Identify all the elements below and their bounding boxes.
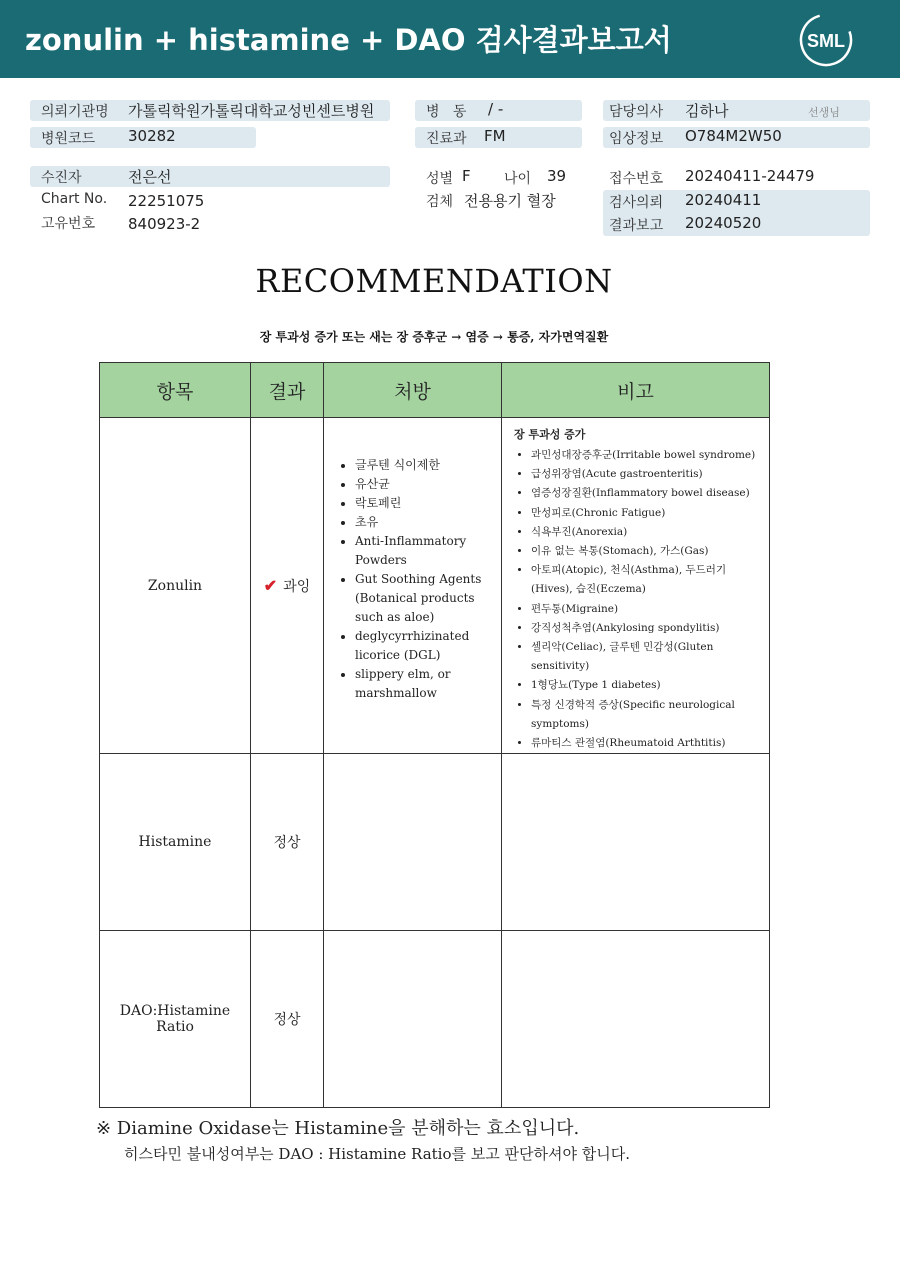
item-cell: DAO:Histamine Ratio: [100, 931, 251, 1108]
institution-label: 의뢰기관명: [41, 104, 109, 120]
clinical-info-value: O784M2W50: [685, 127, 782, 145]
recommendation-subtitle: 장 투과성 증가 또는 새는 장 증후군 → 염증 → 통증, 자가면역질환: [259, 330, 609, 344]
hospital-code-value: 30282: [128, 127, 176, 145]
prescription-cell: [324, 418, 502, 754]
note-cell: [502, 931, 770, 1108]
list-item: • slippery elm, or marshmallow: [355, 665, 497, 703]
doctor-label: 담당의사: [609, 104, 664, 120]
footer-note-2: 히스타민 불내성여부는 DAO : Histamine Ratio를 보고 판단하셔야 합니다.: [124, 1145, 630, 1163]
ward-value: / -: [488, 100, 504, 118]
header-result: 결과: [251, 363, 324, 418]
list-item: • 특정 신경학적 증상(Specific neurological symptoms): [531, 696, 763, 734]
doctor-value: 김하나: [685, 102, 729, 120]
list-item: • 염증성장질환(Inflammatory bowel disease): [531, 484, 763, 503]
report-date-label: 결과보고: [609, 218, 664, 234]
list-item: • 1형당뇨(Type 1 diabetes): [531, 676, 763, 695]
table-row: [100, 418, 770, 754]
result-cell: 정상: [251, 754, 324, 931]
item-cell: Histamine: [100, 754, 251, 931]
age-label: 나이: [504, 171, 532, 187]
list-item: • 급성위장염(Acute gastroenteritis): [531, 465, 763, 484]
item-cell: Zonulin: [100, 418, 251, 754]
specimen-label: 검체: [426, 194, 454, 210]
note-heading: 장 투과성 증가: [514, 428, 586, 441]
unique-no-value: 840923-2: [128, 215, 201, 233]
department-label: 진료과: [426, 131, 467, 147]
list-item: • 락토페린: [355, 494, 497, 513]
clinical-info-label: 임상정보: [609, 131, 664, 147]
age-value: 39: [547, 167, 567, 185]
table-header-row: [100, 363, 770, 418]
table-row: [100, 754, 770, 931]
result-cell: 정상: [251, 931, 324, 1108]
note-cell: [502, 418, 770, 754]
examinee-label: 수진자: [41, 170, 82, 186]
report-title: zonulin + histamine + DAO 검사결과보고서: [25, 23, 672, 57]
list-item: • 유산균: [355, 475, 497, 494]
header-item: 항목: [100, 363, 251, 418]
list-item: • 초유: [355, 513, 497, 532]
list-item: • 류마티스 관절염(Rheumatoid Arthtitis): [531, 734, 763, 753]
institution-value: 가톨릭학원가톨릭대학교성빈센트병원: [128, 102, 375, 120]
recommendation-table: [99, 362, 770, 1108]
band: [30, 166, 390, 187]
recommendation-title: RECOMMENDATION: [255, 262, 613, 300]
request-date-value: 20240411: [685, 191, 762, 209]
sex-value: F: [462, 167, 471, 185]
list-item: • 이유 없는 복통(Stomach), 가스(Gas): [531, 542, 763, 561]
logo-text: SML: [807, 31, 845, 51]
list-item: • 아토피(Atopic), 천식(Asthma), 두드러기(Hives), 습진(Eczema): [531, 561, 763, 599]
receipt-no-value: 20240411-24479: [685, 167, 815, 185]
check-icon: ✔: [263, 575, 278, 595]
list-item: • 만성피로(Chronic Fatigue): [531, 504, 763, 523]
receipt-no-label: 접수번호: [609, 171, 664, 187]
chart-no-label: Chart No.: [41, 191, 108, 207]
unique-no-label: 고유번호: [41, 216, 96, 232]
chart-no-value: 22251075: [128, 192, 205, 210]
hospital-code-label: 병원코드: [41, 131, 96, 147]
doctor-suffix: 선생님: [808, 106, 840, 119]
department-value: FM: [484, 127, 506, 145]
report-header: [0, 0, 900, 78]
report-date-value: 20240520: [685, 214, 762, 232]
header-note: 비고: [502, 363, 770, 418]
list-item: • Gut Soothing Agents (Botanical products such as aloe): [355, 570, 497, 627]
note-list: [502, 446, 769, 753]
list-item: • 과민성대장증후군(Irritable bowel syndrome): [531, 446, 763, 465]
prescription-cell: [324, 754, 502, 931]
ward-label: 병 동: [426, 104, 467, 120]
footer-note-1: ※ Diamine Oxidase는 Histamine을 분해하는 효소입니다.: [96, 1118, 580, 1139]
sex-label: 성별: [426, 171, 454, 187]
specimen-value: 전용용기 혈장: [464, 192, 556, 210]
table-row: [100, 931, 770, 1108]
list-item: • 강직성척추염(Ankylosing spondylitis): [531, 619, 763, 638]
header-prescription: 처방: [324, 363, 502, 418]
note-cell: [502, 754, 770, 931]
list-item: • Anti-Inflammatory Powders: [355, 532, 497, 570]
list-item: • 식욕부진(Anorexia): [531, 523, 763, 542]
sml-logo: [798, 12, 854, 68]
prescription-list: [324, 456, 501, 703]
result-cell: [251, 418, 324, 754]
request-date-label: 검사의뢰: [609, 195, 664, 211]
list-item: • 셀리악(Celiac), 글루텐 민감성(Gluten sensitivity): [531, 638, 763, 676]
prescription-cell: [324, 931, 502, 1108]
examinee-value: 전은선: [128, 168, 172, 186]
list-item: • 편두통(Migraine): [531, 600, 763, 619]
result-value: 과잉: [283, 578, 311, 595]
list-item: • 글루텐 식이제한: [355, 456, 497, 475]
list-item: • deglycyrrhizinated licorice (DGL): [355, 627, 497, 665]
